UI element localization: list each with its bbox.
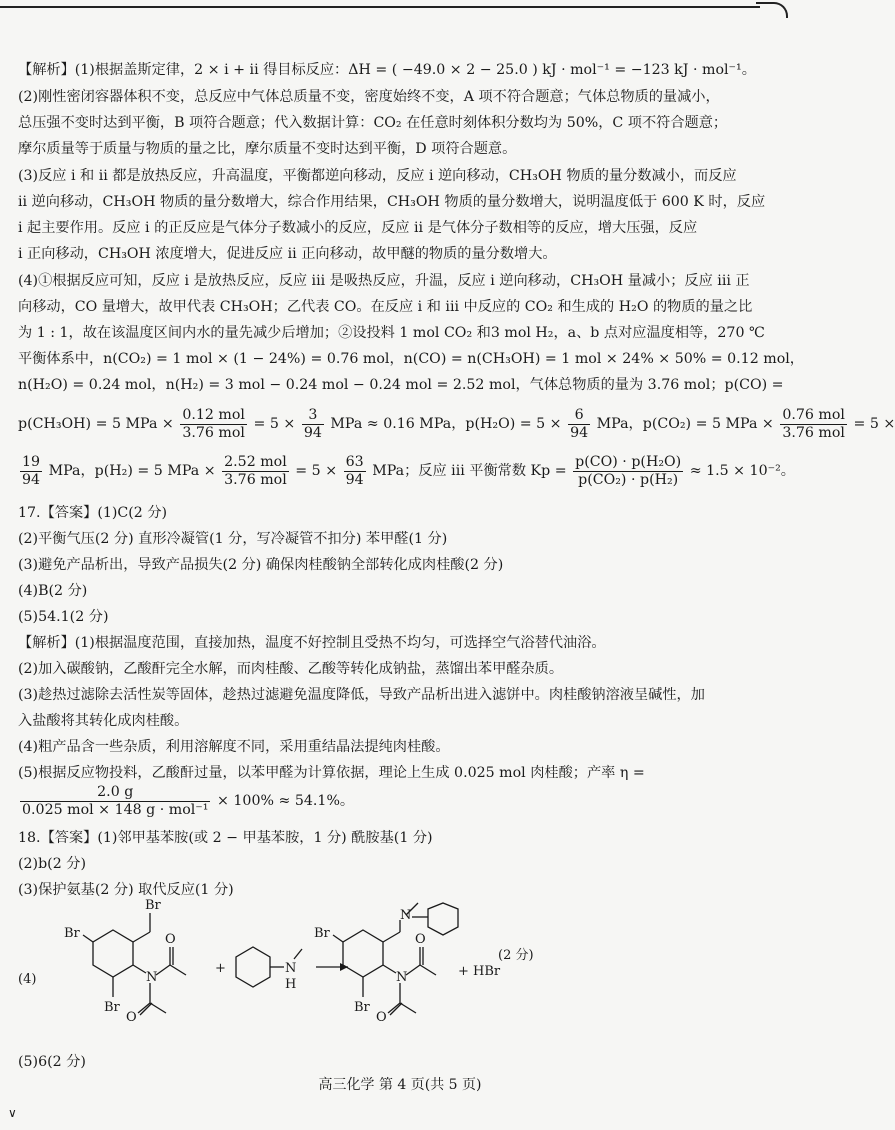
page-footer: 高三化学 第 4 页(共 5 页) [318, 1077, 482, 1093]
denominator: 0.025 mol × 148 g · mol⁻¹ [22, 801, 209, 818]
pressure-equation-line [18, 405, 895, 443]
fraction [568, 407, 590, 442]
text-line: 平衡体系中，n(CO₂) = 1 mol × (1 − 24%) = 0.76 mol，n(CO) = n(CH₃OH) = 1 mol × 24% × 50% = 0.12 mol， [18, 351, 804, 367]
corner-mark: ∨ [8, 1106, 17, 1120]
text-line: 摩尔质量等于质量与物质的量之比，摩尔质量不变时达到平衡，D 项符合题意。 [18, 141, 517, 157]
nitrogen-label: N [396, 970, 408, 985]
reaction-diagram [18, 895, 558, 1045]
fraction [20, 784, 210, 819]
answer-heading: 18.【答案】(1)邻甲基苯胺(或 2 − 甲基苯胺，1 分) 酰胺基(1 分) [18, 830, 433, 846]
hbr-byproduct: + HBr [458, 964, 501, 979]
numerator: p(CO) · p(H₂O) [575, 453, 682, 470]
text-line: 为 1 : 1，故在该温度区间内水的量先减少后增加；②设投料 1 mol CO₂ 和3 mol H₂，a、b 点对应温度相等，270 ℃ [18, 325, 765, 341]
fraction [180, 407, 247, 442]
eq-text: = 5 × [853, 416, 895, 432]
text-line: (2)刚性密闭容器体积不变，总反应中气体总质量不变，密度始终不变，A 项不符合题意；气体总物质的量减小， [18, 89, 720, 105]
text-line: ii 逆向移动，CH₃OH 物质的量分数增大，综合作用结果，CH₃OH 物质的量分数增大，说明温度低于 600 K 时，反应 [18, 194, 766, 210]
nitrogen-label: N [146, 970, 158, 985]
numerator: 19 [22, 453, 41, 470]
oxygen-label: O [415, 932, 426, 947]
text-line: (4)B(2 分) [18, 583, 88, 599]
fraction [20, 454, 42, 489]
oxygen-label: O [126, 1010, 137, 1025]
text-line: (3)趁热过滤除去活性炭等固体，趁热过滤避免温度降低，导致产品析出进入滤饼中。肉桂酸钠溶液呈碱性，加 [18, 687, 705, 703]
yield-equation-line [18, 782, 354, 820]
denominator: 94 [345, 471, 364, 488]
denominator: p(CO₂) · p(H₂) [578, 471, 679, 488]
eq-text: = 5 × [253, 416, 296, 432]
text-line: (4)①根据反应可知，反应 i 是放热反应，反应 iii 是吸热反应，升温，反应 i 逆向移动，CH₃OH 量减小；反应 iii 正 [18, 273, 750, 289]
numerator: 2.52 mol [224, 453, 287, 470]
fraction [222, 454, 289, 489]
text-line: i 起主要作用。反应 i 的正反应是气体分子数减小的反应，反应 ii 是气体分子数相等的反应，增大压强，反应 [18, 220, 698, 236]
text-line: 入盐酸将其转化成肉桂酸。 [18, 713, 189, 729]
numerator: 3 [302, 407, 324, 425]
oxygen-label: O [376, 1010, 387, 1025]
numerator: 6 [568, 407, 590, 425]
nitrogen-label: N [285, 961, 297, 976]
denominator: 3.76 mol [182, 424, 245, 441]
text-line: 【解析】(1)根据温度范围，直接加热，温度不好控制且受热不均匀，可选择空气浴替代油浴。 [18, 635, 606, 651]
numerator: 0.76 mol [782, 406, 845, 423]
text-line: 向移动，CO 量增大，故甲代表 CH₃OH；乙代表 CO。在反应 i 和 iii 中反应的 CO₂ 和生成的 H₂O 的物质的量之比 [18, 299, 753, 315]
eq-text: × 100% ≈ 54.1%。 [217, 793, 355, 809]
text-line: (3)反应 i 和 ii 都是放热反应，升高温度，平衡都逆向移动，反应 i 逆向移动，CH₃OH 物质的量分数减小，而反应 [18, 168, 737, 184]
bromo-label: Br [145, 898, 161, 913]
text-line: (2)加入碳酸钠，乙酸酐完全水解，而肉桂酸、乙酸等转化成钠盐，蒸馏出苯甲醛杂质。 [18, 661, 564, 677]
fraction [302, 407, 324, 442]
text-line: (2)平衡气压(2 分) 直形冷凝管(1 分，写冷凝管不扣分) 苯甲醛(1 分) [18, 531, 448, 547]
text-line: 总压强不变时达到平衡，B 项符合题意；代入数据计算：CO₂ 在任意时刻体积分数均为 50%，C 项不符合题意； [18, 115, 728, 131]
denominator: 3.76 mol [224, 471, 287, 488]
denominator: 94 [570, 424, 589, 441]
text-line: n(H₂O) = 0.24 mol，n(H₂) = 3 mol − 0.24 mol − 0.24 mol = 2.52 mol，气体总物质的量为 3.76 mol；p(CO) = [18, 377, 784, 393]
denominator: 3.76 mol [782, 424, 845, 441]
fraction [344, 454, 366, 489]
denominator: 94 [22, 471, 41, 488]
answer-heading: 17.【答案】(1)C(2 分) [18, 505, 168, 521]
text-line: (3)避免产品析出，导致产品损失(2 分) 确保肉桂酸钠全部转化成肉桂酸(2 分) [18, 557, 504, 573]
text-line: (5)根据反应物投料，乙酸酐过量，以苯甲醛为计算依据，理论上生成 0.025 mol 肉桂酸；产率 η = [18, 765, 645, 781]
bromo-label: Br [64, 926, 80, 941]
eq-text: p(CH₃OH) = 5 MPa × [18, 416, 174, 432]
eq-text: = 5 × [295, 463, 338, 479]
oxygen-label: O [165, 932, 176, 947]
eq-text: MPa，p(CO₂) = 5 MPa × [596, 416, 774, 432]
page-top-border [0, 6, 760, 8]
bromo-label: Br [354, 1000, 370, 1015]
plus-sign: + [215, 961, 226, 976]
text-line: i 正向移动，CH₃OH 浓度增大，促进反应 ii 正向移动，故甲醚的物质的量分数增大。 [18, 246, 557, 262]
fraction [573, 454, 683, 489]
eq-text: MPa ≈ 0.16 MPa，p(H₂O) = 5 × [330, 416, 562, 432]
nitrogen-label: N [400, 908, 412, 923]
numerator: 0.12 mol [182, 406, 245, 423]
text-line: (2)b(2 分) [18, 856, 86, 872]
text-line: (5)6(2 分) [18, 1054, 86, 1070]
bromo-label: Br [314, 926, 330, 941]
eq-text: MPa，p(H₂) = 5 MPa × [48, 463, 216, 479]
eq-text: ≈ 1.5 × 10⁻²。 [689, 463, 795, 479]
text-line: (4)粗产品含一些杂质，利用溶解度不同，采用重结晶法提纯肉桂酸。 [18, 739, 450, 755]
score-label: (2 分) [498, 948, 534, 963]
denominator: 94 [303, 424, 322, 441]
hydrogen-label: H [285, 977, 297, 992]
eq-text: MPa；反应 iii 平衡常数 Kp = [372, 463, 567, 479]
numerator: 2.0 g [20, 784, 210, 802]
text-line: 【解析】(1)根据盖斯定律，2 × i + ii 得目标反应：ΔH = ( −49.0 × 2 − 25.0 ) kJ · mol⁻¹ = −123 kJ · mol⁻¹。 [18, 62, 756, 78]
text-line: (3)保护氨基(2 分) 取代反应(1 分) [18, 882, 234, 898]
bromo-label: Br [104, 1000, 120, 1015]
kp-equation-line [18, 452, 795, 490]
reaction-scheme [18, 895, 558, 1045]
fraction [780, 407, 847, 442]
text-line: (5)54.1(2 分) [18, 609, 109, 625]
part-label: (4) [18, 972, 37, 987]
numerator: 63 [345, 453, 364, 470]
